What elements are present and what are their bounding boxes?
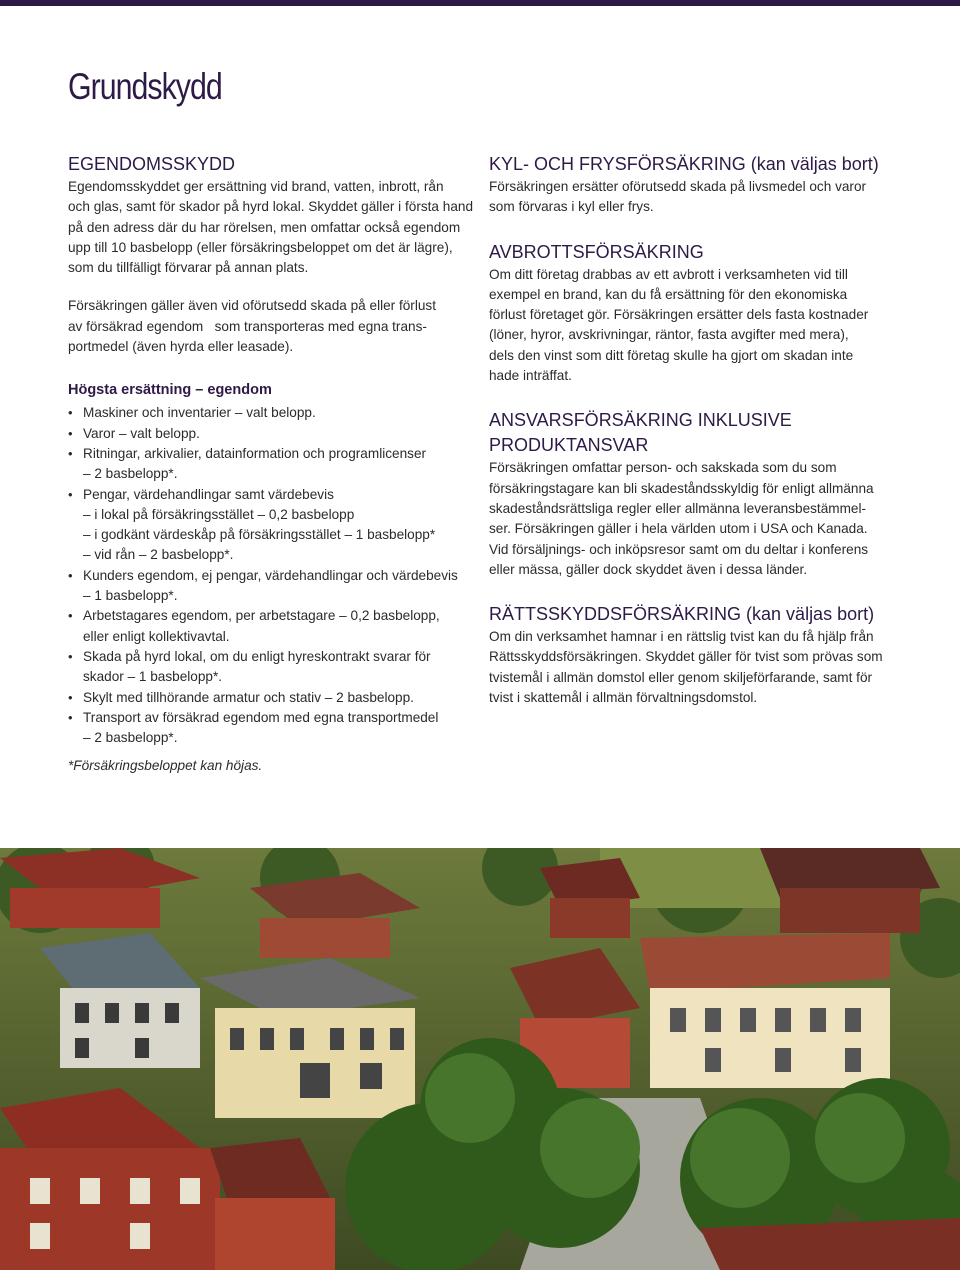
text-line: portmedel (även hyrda eller leasade). — [68, 339, 294, 355]
ansvar-paragraph — [489, 458, 899, 580]
list-item — [68, 708, 488, 749]
left-column — [68, 152, 488, 776]
kyl-frys-heading: KYL- OCH FRYSFÖRSÄKRING (kan väljas bort) — [489, 154, 879, 174]
list-item-line: – vid rån – 2 basbelopp*. — [83, 547, 234, 563]
egendomsskydd-paragraph-1 — [68, 177, 488, 278]
page-title: Grundskydd — [68, 66, 222, 107]
text-line: hade inträffat. — [489, 368, 572, 384]
text-line: tvist i skattemål i allmän förvaltningsdomstol. — [489, 690, 758, 706]
text-line: Om din verksamhet hamnar i en rättslig tvist kan du få hjälp från — [489, 629, 874, 645]
list-item-line: • Transport av försäkrad egendom med egna transportmedel — [83, 709, 439, 725]
list-item-line: • Varor – valt belopp. — [83, 425, 200, 441]
hogsta-ersattning-list — [68, 403, 488, 748]
text-line: försäkringstagare kan bli skadeståndsskyldig för enligt allmänna — [489, 480, 874, 496]
right-column — [489, 152, 899, 708]
text-line: skadeståndsrättsliga regler eller allmänna leveransbestämmel- — [489, 500, 867, 516]
text-line: på den adress där du har rörelsen, men omfattar också egendom — [68, 219, 461, 235]
top-accent-bar — [0, 0, 960, 6]
egendomsskydd-paragraph-2 — [68, 296, 488, 357]
list-item-line: • Arbetstagares egendom, per arbetstagare – 0,2 basbelopp, — [83, 608, 440, 624]
avbrott-heading: AVBROTTSFÖRSÄKRING — [489, 241, 704, 262]
list-item-line: • Skada på hyrd lokal, om du enligt hyreskontrakt svarar för — [83, 648, 431, 664]
list-item — [68, 647, 488, 688]
spacer — [68, 278, 488, 296]
avbrott-paragraph — [489, 265, 899, 387]
spacer — [489, 386, 899, 408]
list-item — [68, 688, 488, 708]
list-item-line: – i godkänt värdeskåp på försäkringsstället – 1 basbelopp* — [83, 527, 436, 543]
list-item-line: • Kunders egendom, ej pengar, värdehandlingar och värdebevis — [83, 567, 458, 583]
egendomsskydd-heading: EGENDOMSSKYDD — [68, 154, 236, 174]
footnote: *Försäkringsbeloppet kan höjas. — [68, 758, 263, 774]
text-line: exempel en brand, kan du få ersättning för den ekonomiska — [489, 286, 848, 302]
text-line: som förvaras i kyl eller frys. — [489, 199, 654, 215]
text-line: Egendomsskyddet ger ersättning vid brand, vatten, inbrott, rån — [68, 179, 444, 194]
kyl-frys-paragraph — [489, 177, 899, 218]
text-line: Vid försäljnings- och inköpsresor samt om du deltar i konferens — [489, 541, 869, 557]
list-item-line: – 2 basbelopp*. — [83, 466, 178, 482]
town-photo — [0, 848, 960, 1270]
list-item-line: eller enligt kollektivavtal. — [83, 628, 230, 644]
text-line: Om ditt företag drabbas av ett avbrott i verksamheten vid till — [489, 266, 848, 282]
text-line: Försäkringen gäller även vid oförutsedd skada på eller förlust — [68, 298, 436, 314]
list-item-line: – 2 basbelopp*. — [83, 730, 178, 746]
text-line: Rättsskyddsförsäkringen. Skyddet gäller för tvist som prövas som — [489, 649, 883, 665]
list-item — [68, 485, 488, 566]
list-item-line: skador – 1 basbelopp*. — [83, 669, 223, 685]
text-line: upp till 10 basbelopp (eller försäkringsbeloppet om det är lägre), — [68, 239, 453, 255]
text-line: dels den vinst som ditt företag skulle ha gjort om skadan inte — [489, 347, 854, 363]
ansvar-heading-line-2: PRODUKTANSVAR — [489, 435, 649, 456]
spacer — [489, 580, 899, 602]
list-item-line: – i lokal på försäkringsstället – 0,2 basbelopp — [83, 506, 355, 522]
text-line: Försäkringen ersätter oförutsedd skada på livsmedel och varor — [489, 179, 867, 194]
list-item-line: – 1 basbelopp*. — [83, 588, 178, 604]
list-item — [68, 606, 488, 647]
text-line: (löner, hyror, avskrivningar, räntor, fasta avgifter med mera), — [489, 327, 849, 343]
list-item-line: • Maskiner och inventarier – valt belopp. — [83, 405, 316, 421]
text-line: av försäkrad egendom som transporteras med egna trans- — [68, 318, 427, 334]
list-item-line: • Pengar, värdehandlingar samt värdebevis — [83, 486, 334, 502]
list-item-line: • Skylt med tillhörande armatur och stativ – 2 basbelopp. — [83, 689, 414, 705]
list-item — [68, 424, 488, 444]
text-line: Försäkringen omfattar person- och sakskada som du som — [489, 460, 837, 476]
list-item — [68, 444, 488, 485]
list-item-line: • Ritningar, arkivalier, datainformation och programlicenser — [83, 445, 427, 461]
spacer — [68, 357, 488, 379]
spacer — [489, 218, 899, 240]
rattsskydd-paragraph — [489, 627, 899, 708]
text-line: som du tillfälligt förvarar på annan plats. — [68, 260, 309, 276]
list-item — [68, 566, 488, 607]
text-line: eller mässa, gäller dock skyddet även i dessa länder. — [489, 561, 808, 577]
text-line: och glas, samt för skador på hyrd lokal. Skyddet gäller i första hand — [68, 199, 473, 215]
text-line: förlust företaget gör. Försäkringen ersätter dels fasta kostnader — [489, 307, 869, 323]
ansvar-heading-line-1: ANSVARSFÖRSÄKRING INKLUSIVE — [489, 410, 792, 431]
text-line: tvistemål i allmän domstol eller genom skiljeförfarande, samt för — [489, 669, 873, 685]
list-item — [68, 403, 488, 423]
hogsta-ersattning-heading: Högsta ersättning – egendom — [68, 382, 272, 399]
rattsskydd-heading: RÄTTSSKYDDSFÖRSÄKRING (kan väljas bort) — [489, 604, 875, 625]
text-line: ser. Försäkringen gäller i hela världen utom i USA och Kanada. — [489, 521, 868, 537]
